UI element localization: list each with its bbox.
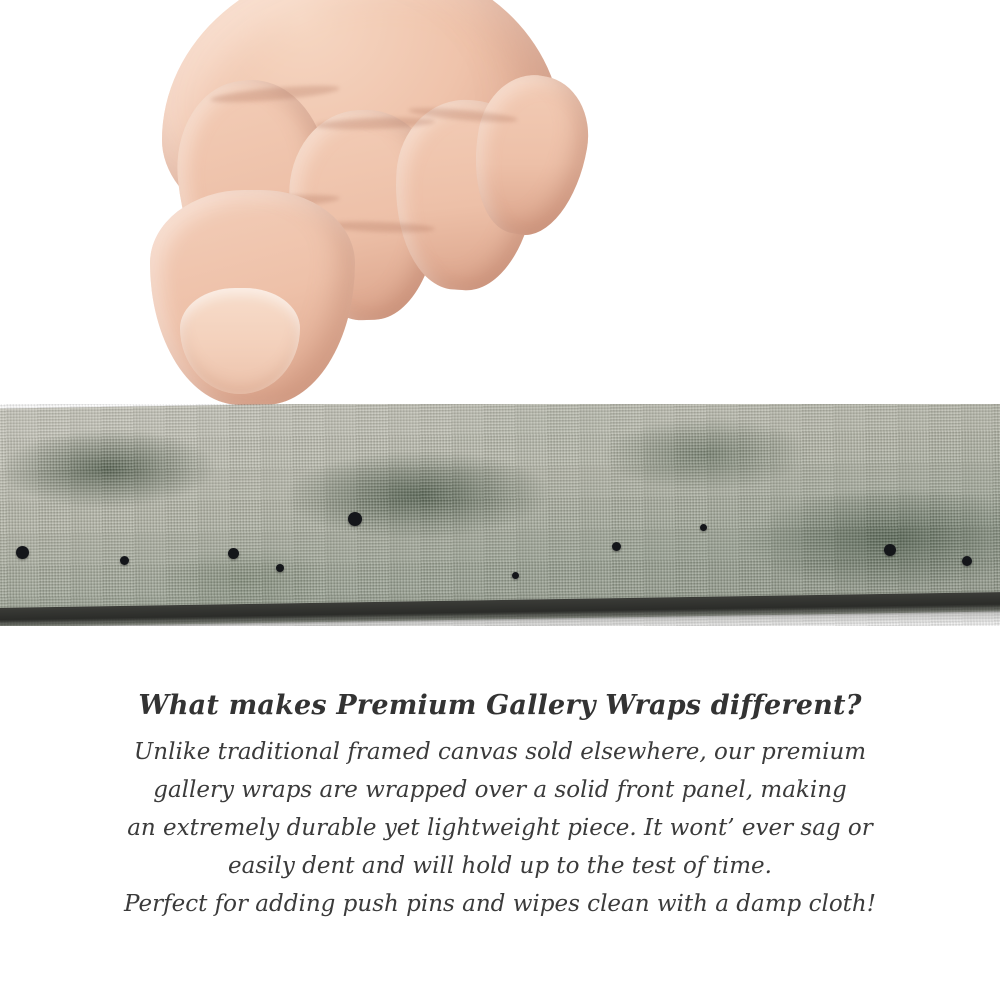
caption-block [0, 690, 1000, 923]
caption-line-1: Unlike traditional framed canvas sold elsewhere, our premium [133, 739, 867, 765]
canvas-speck [512, 572, 519, 579]
canvas-speck [884, 544, 896, 556]
canvas-speck [962, 556, 972, 566]
caption-heading: What makes Premium Gallery Wraps different? [138, 690, 862, 721]
caption-line-4: easily dent and will hold up to the test of time. [228, 853, 772, 879]
caption-line-2: gallery wraps are wrapped over a solid front panel, making [153, 777, 847, 803]
canvas-edge-band [0, 404, 1000, 626]
hand-graphic [150, 0, 570, 430]
canvas-speck [612, 542, 621, 551]
canvas-weave-texture [0, 404, 1000, 626]
caption-line-3: an extremely durable yet lightweight piece. It wont’ ever sag or [127, 815, 873, 841]
thumbnail-shape [180, 288, 300, 394]
caption-line-5: Perfect for adding push pins and wipes clean with a damp cloth! [124, 891, 876, 917]
canvas-speck [16, 546, 29, 559]
canvas-speck [228, 548, 239, 559]
thumb-shape [150, 190, 355, 405]
canvas-speck [700, 524, 707, 531]
canvas-speck [120, 556, 129, 565]
canvas-speck [276, 564, 284, 572]
canvas-speck [348, 512, 362, 526]
